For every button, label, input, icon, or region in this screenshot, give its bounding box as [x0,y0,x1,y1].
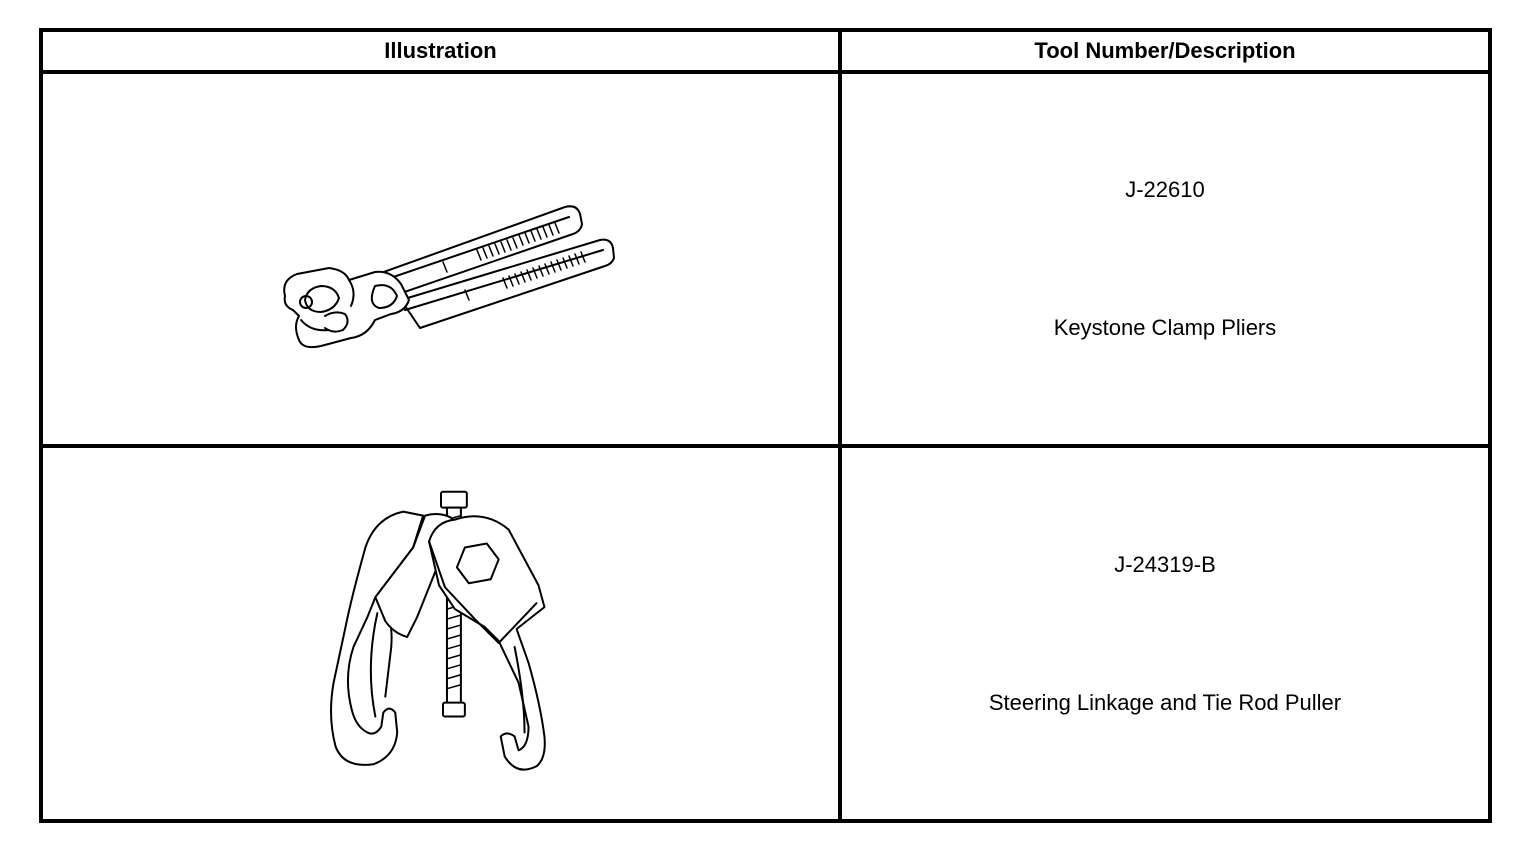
description-cell-row-2 [842,448,1488,819]
illustration-cell-row-1 [43,74,842,448]
tool-number: J-24319-B [1114,551,1216,577]
tool-description: Steering Linkage and Tie Rod Puller [988,689,1342,715]
illustration-cell-row-2 [43,448,842,819]
keystone-clamp-pliers-icon [43,74,838,444]
header-tool-description [842,32,1488,74]
tool-description: Keystone Clamp Pliers [1053,315,1277,340]
header-tool-description-label: Tool Number/Description [1034,38,1296,63]
tie-rod-puller-icon [43,448,838,819]
description-cell-row-1 [842,74,1488,448]
tool-table [39,28,1492,823]
header-illustration [43,32,842,74]
header-illustration-label: Illustration [384,38,497,63]
tool-number: J-22610 [1125,177,1205,202]
